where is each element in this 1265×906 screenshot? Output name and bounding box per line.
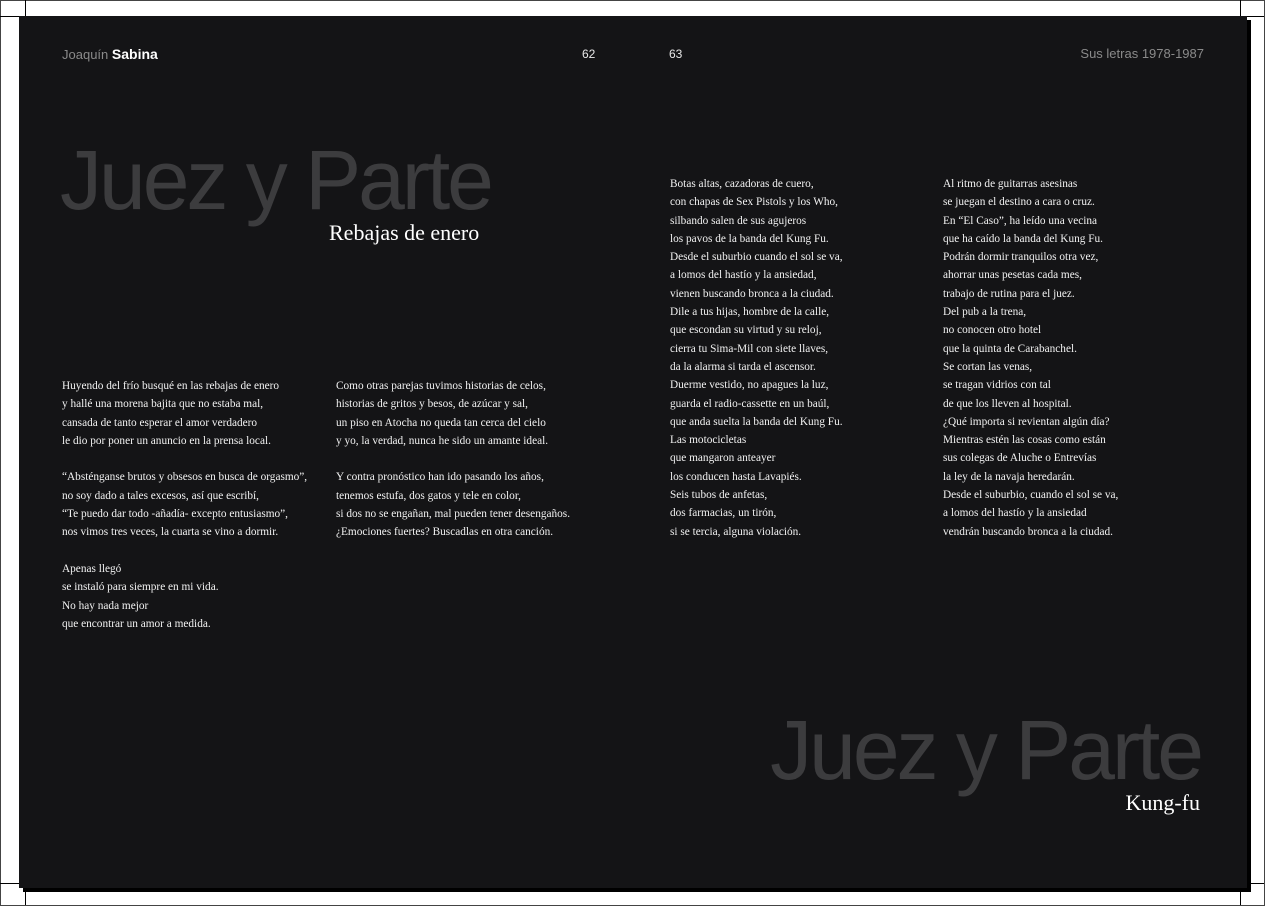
lyric-line: “Absténganse brutos y obsesos en busca de orgasmo”, (62, 471, 308, 484)
lyric-line: cierra tu Sima-Mil con siete llaves, (670, 342, 829, 355)
lyric-line: Seis tubos de anfetas, (670, 489, 768, 502)
running-header-author (62, 46, 158, 62)
lyric-line: dos farmacias, un tirón, (670, 507, 777, 520)
lyric-line: Como otras parejas tuvimos historias de celos, (336, 380, 546, 392)
lyric-line: se instaló para siempre en mi vida. (62, 581, 219, 594)
lyric-line: que mangaron anteayer (670, 452, 776, 465)
crop-mark-top-right (1240, 0, 1241, 16)
lyric-line: Huyendo del frío busqué en las rebajas de enero (62, 380, 280, 392)
lyric-line: a lomos del hastío y la ansiedad (943, 507, 1087, 520)
stanza (62, 560, 307, 633)
stanza (670, 175, 843, 541)
lyric-line: “Te puedo dar todo -añadía- excepto entusiasmo”, (62, 508, 288, 521)
lyric-line: vienen buscando bronca a la ciudad. (670, 287, 834, 300)
stanza (336, 377, 570, 450)
lyric-line: un piso en Atocha no queda tan cerca del cielo (336, 416, 546, 429)
lyric-line: Desde el suburbio, cuando el sol se va, (943, 489, 1119, 502)
lyric-line: que ha caído la banda del Kung Fu. (943, 232, 1103, 245)
lyrics-column-right-2 (943, 175, 1118, 559)
lyric-line: Botas altas, cazadoras de cuero, (670, 178, 814, 190)
lyric-line: Al ritmo de guitarras asesinas (943, 178, 1078, 190)
lyrics-column-left-2 (336, 377, 570, 560)
author-first-name: Joaquín (62, 47, 109, 62)
lyric-line: Duerme vestido, no apagues la luz, (670, 379, 829, 392)
lyric-line: que la quinta de Carabanchel. (943, 342, 1077, 355)
lyrics-column-right-1 (670, 175, 843, 559)
lyric-line: con chapas de Sex Pistols y los Who, (670, 196, 838, 209)
lyric-line: y yo, la verdad, nunca he sido un amante ideal. (336, 434, 549, 447)
lyric-line: nos vimos tres veces, la cuarta se vino a dormir. (62, 526, 279, 539)
lyric-line: Desde el suburbio cuando el sol se va, (670, 251, 843, 264)
crop-mark-bottom-left (25, 889, 26, 905)
book-spread (19, 16, 1247, 888)
lyric-line: tenemos estufa, dos gatos y tele en color, (336, 489, 521, 502)
lyric-line: cansada de tanto esperar el amor verdadero (62, 416, 258, 429)
lyric-line: ¿Emociones fuertes? Buscadlas en otra canción. (336, 526, 554, 539)
lyric-line: no conocen otro hotel (943, 324, 1042, 337)
lyric-line: guarda el radio-cassette en un baúl, (670, 397, 830, 410)
stanza (62, 468, 307, 541)
page-number-right: 63 (669, 47, 683, 61)
lyric-line: se tragan vidrios con tal (943, 379, 1051, 392)
song-title-right: Kung-fu (1125, 790, 1200, 815)
lyric-line: los pavos de la banda del Kung Fu. (670, 232, 829, 245)
lyric-line: vendrán buscando bronca a la ciudad. (943, 525, 1114, 538)
lyric-line: no soy dado a tales excesos, así que escribí, (62, 489, 260, 502)
lyric-line: sus colegas de Aluche o Entrevías (943, 452, 1097, 465)
lyric-line: Del pub a la trena, (943, 306, 1027, 319)
crop-mark-top-left-h (0, 16, 19, 17)
lyric-line: Mientras estén las cosas como están (943, 434, 1106, 447)
lyrics-column-left-1 (62, 377, 307, 651)
lyric-line: a lomos del hastío y la ansiedad, (670, 269, 817, 282)
lyric-line: si se tercia, alguna violación. (670, 525, 802, 538)
lyric-line: trabajo de rutina para el juez. (943, 287, 1075, 300)
stanza (943, 175, 1118, 541)
crop-mark-top-right-h (1247, 16, 1264, 17)
lyric-line: silbando salen de sus agujeros (670, 214, 807, 227)
lyric-line: ahorrar unas pesetas cada mes, (943, 269, 1082, 282)
lyric-line: le dio por poner un anuncio en la prensa local. (62, 434, 271, 447)
author-last-name: Sabina (111, 46, 158, 62)
lyric-line: da la alarma si tarda el ascensor. (670, 360, 816, 373)
lyric-line: que encontrar un amor a medida. (62, 617, 211, 630)
crop-mark-top-left (25, 0, 26, 16)
lyric-line: los conducen hasta Lavapiés. (670, 470, 802, 483)
lyric-line: Se cortan las venas, (943, 360, 1033, 373)
song-title-left: Rebajas de enero (329, 220, 480, 245)
album-title-right: Juez y Parte (770, 703, 1201, 797)
crop-mark-bottom-right (1240, 889, 1241, 905)
page-number-left: 62 (582, 47, 596, 61)
lyric-line: ¿Qué importa si revientan algún día? (943, 415, 1110, 428)
lyric-line: En “El Caso”, ha leído una vecina (943, 214, 1098, 227)
lyric-line: si dos no se engañan, mal pueden tener desengaños. (336, 508, 571, 521)
lyric-line: Dile a tus hijas, hombre de la calle, (670, 306, 830, 319)
album-title-left: Juez y Parte (60, 133, 491, 227)
crop-mark-bottom-left-h (0, 883, 19, 884)
lyric-line: Las motocicletas (670, 434, 747, 447)
lyric-line: que anda suelta la banda del Kung Fu. (670, 415, 843, 428)
lyric-line: que escondan su virtud y su reloj, (670, 324, 822, 337)
lyric-line: se juegan el destino a cara o cruz. (943, 196, 1095, 209)
lyric-line: Y contra pronóstico han ido pasando los años, (336, 471, 544, 484)
crop-mark-bottom-right-h (1247, 883, 1264, 884)
lyric-line: la ley de la navaja heredarán. (943, 470, 1075, 483)
lyric-line: No hay nada mejor (62, 599, 149, 612)
lyric-line: historias de gritos y besos, de azúcar y sal, (336, 398, 528, 411)
stanza (336, 468, 570, 541)
lyric-line: Podrán dormir tranquilos otra vez, (943, 251, 1099, 264)
lyric-line: de que los lleven al hospital. (943, 397, 1072, 410)
stanza (62, 377, 307, 450)
lyric-line: Apenas llegó (62, 562, 122, 575)
running-header-collection: Sus letras 1978-1987 (1080, 46, 1204, 61)
lyric-line: y hallé una morena bajita que no estaba mal, (62, 398, 264, 411)
